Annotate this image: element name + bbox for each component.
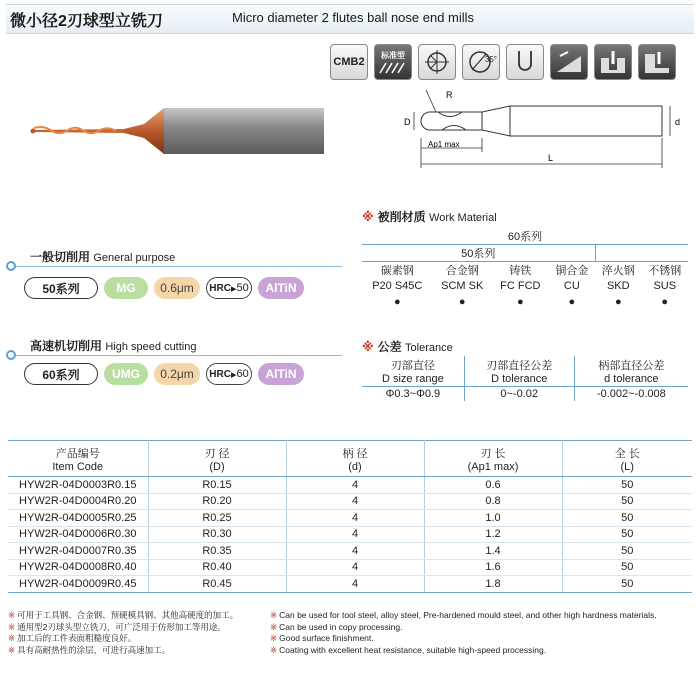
table-cell: 50	[562, 510, 692, 527]
wm-col-cn: 铜合金	[555, 265, 589, 277]
mark-symbol: ※	[362, 210, 374, 224]
wm-mark: ●	[516, 296, 524, 308]
note-cn-text: 加工后的工件表面粗糙度良好。	[17, 633, 137, 643]
tol-header-cn: 刃部直径公差	[486, 360, 553, 372]
wm-mark: ●	[393, 296, 401, 308]
wm-col-cn: 铸铁	[509, 265, 532, 277]
table-cell: 50	[562, 526, 692, 543]
hs-specs	[24, 363, 304, 385]
wm-col-en: FC FCD	[500, 280, 541, 292]
general-purpose-heading	[30, 248, 175, 265]
table-cell: HYW2R-04D0007R0.35	[8, 543, 148, 560]
gp-grain-pill: 0.6μm	[154, 277, 200, 299]
tol-header-en: D size range	[381, 373, 444, 385]
note-en-text: Good surface finishment.	[279, 633, 374, 643]
product-table	[8, 440, 692, 593]
tol-header-cn: 刃部直径	[390, 360, 435, 372]
shank-d-label: d	[675, 117, 681, 127]
gp-title-cn: 一般切削用	[30, 250, 91, 264]
radius-label: R	[446, 90, 453, 100]
col-header	[424, 441, 562, 477]
wm-col-cn: 碳素钢	[380, 265, 414, 277]
wm-title-en: Work Material	[429, 212, 497, 224]
col-header	[148, 441, 286, 477]
work-material-table	[362, 228, 688, 310]
tolerance-heading	[362, 338, 453, 355]
table-cell: 4	[286, 526, 424, 543]
note-en-text: Can be used for tool steel, alloy steel, Pre-hardened mould steel, and other high hardness materials.	[279, 610, 657, 620]
table-cell: 1.8	[424, 576, 562, 593]
mark-symbol: ※	[270, 644, 278, 655]
series60-label: 60系列	[362, 228, 688, 245]
mark-symbol: ※	[8, 633, 16, 643]
mark-symbol: ※	[362, 340, 374, 354]
title-cn: 微小径2刃球型立铣刀	[10, 13, 163, 30]
series50-label: 50系列	[362, 245, 595, 262]
table-cell: 1.0	[424, 510, 562, 527]
col-header	[8, 441, 148, 477]
col-header	[562, 441, 692, 477]
wm-col-en: CU	[563, 280, 580, 292]
table-cell: 50	[562, 559, 692, 576]
gp-hrc-label: HRC	[209, 282, 231, 294]
wm-mark: ●	[458, 296, 466, 308]
note-en	[270, 610, 657, 622]
tol-header-cn: 柄部直径公差	[598, 360, 665, 372]
end-mill-photo	[14, 92, 324, 172]
title-en: Micro diameter 2 flutes ball nose end mills	[232, 10, 475, 25]
wm-col-cn: 淬火钢	[601, 265, 635, 277]
gp-grade-pill: MG	[104, 277, 148, 299]
note-en	[270, 645, 657, 657]
table-cell: 1.6	[424, 559, 562, 576]
gp-dot	[6, 261, 16, 271]
table-cell: R0.35	[148, 543, 286, 560]
note-en-text: Coating with excellent heat resistance, suitable high-speed processing.	[279, 644, 547, 655]
note-en	[270, 633, 657, 645]
note-cn	[8, 633, 238, 645]
table-cell: HYW2R-04D0008R0.40	[8, 559, 148, 576]
table-row	[8, 543, 692, 560]
standard-type-icon	[374, 44, 412, 80]
table-cell: R0.45	[148, 576, 286, 593]
mark-symbol: ※	[8, 644, 16, 655]
tol-title-cn: 公差	[377, 340, 402, 354]
col-header	[286, 441, 424, 477]
table-row	[8, 576, 692, 593]
col-header-cn: 柄 径	[342, 447, 368, 460]
slope-milling-icon	[550, 44, 588, 80]
tool-drawing	[400, 88, 690, 178]
tol-header-en: D tolerance	[491, 373, 548, 385]
table-cell: HYW2R-04D0003R0.15	[8, 477, 148, 494]
standard-label: 标准型	[381, 50, 405, 60]
notes-cn	[8, 610, 238, 656]
hs-hrc-pill: HRC ▸ 60	[206, 363, 252, 385]
work-material-heading	[362, 208, 497, 225]
tol-value: 0~-0.02	[464, 387, 574, 402]
col-header-en: Item Code	[52, 460, 104, 473]
table-cell: 0.6	[424, 477, 562, 494]
col-header-en: (d)	[348, 460, 362, 473]
note-cn	[8, 622, 238, 634]
table-cell: 50	[562, 543, 692, 560]
feature-icons	[330, 44, 676, 80]
table-cell: 4	[286, 493, 424, 510]
col-header-cn: 产品编号	[55, 447, 100, 460]
ball-nose-icon	[506, 44, 544, 80]
gp-series-pill: 50系列	[24, 277, 98, 299]
mark-symbol: ※	[270, 633, 278, 643]
table-cell: 4	[286, 543, 424, 560]
table-cell: 4	[286, 477, 424, 494]
hs-grain-pill: 0.2μm	[154, 363, 200, 385]
gp-hrc-value: 50	[236, 282, 249, 294]
mark-symbol: ※	[8, 610, 16, 620]
tol-header	[574, 356, 688, 387]
note-en	[270, 622, 657, 634]
hs-title-cn: 高速机切削用	[30, 339, 103, 353]
table-cell: 1.4	[424, 543, 562, 560]
wm-col-cn: 合金钢	[445, 265, 479, 277]
table-row	[8, 477, 692, 494]
note-cn	[8, 610, 238, 622]
helix-angle-icon	[462, 44, 500, 80]
col-header-en: (D)	[209, 460, 225, 473]
table-cell: 4	[286, 559, 424, 576]
table-row	[8, 526, 692, 543]
page-header	[0, 0, 700, 36]
tol-header-en: d tolerance	[604, 373, 659, 385]
table-row	[8, 510, 692, 527]
col-header-cn: 刃 径	[204, 447, 230, 460]
hs-divider	[12, 355, 342, 356]
ap-label: Ap1 max	[428, 140, 460, 149]
wm-col-cn: 不锈钢	[648, 265, 682, 277]
mark-symbol: ※	[270, 621, 278, 632]
wm-title-cn: 被削材质	[377, 210, 426, 224]
gp-specs	[24, 277, 304, 299]
wm-col-en: P20 S45C	[372, 280, 423, 292]
hs-title-en: High speed cutting	[105, 341, 197, 353]
wm-col-en: SKD	[606, 280, 630, 292]
gp-hrc-pill: HRC ▸ 50	[206, 277, 252, 299]
hs-dot	[6, 350, 16, 360]
table-cell: R0.40	[148, 559, 286, 576]
wm-col-en: SUS	[653, 280, 677, 292]
note-cn-text: 具有高耐热性的涂层，可进行高速加工。	[17, 644, 171, 655]
table-cell: R0.20	[148, 493, 286, 510]
wm-col-en: SCM SK	[441, 280, 484, 292]
hs-hrc-value: 60	[236, 368, 249, 380]
mark-symbol: ※	[270, 610, 278, 620]
col-header-en: (L)	[620, 460, 634, 473]
gp-title-en: General purpose	[93, 252, 176, 264]
table-cell: R0.30	[148, 526, 286, 543]
table-cell: R0.15	[148, 477, 286, 494]
crosshair-icon	[418, 44, 456, 80]
tol-value: -0.002~-0.008	[596, 388, 666, 400]
note-cn-text: 通用型2刃球头型立铣刀，可广泛用于仿形加工等用途。	[17, 621, 226, 632]
tol-value: Φ0.3~Φ0.9	[362, 387, 464, 402]
plunge-milling-icon	[594, 44, 632, 80]
note-en-text: Can be used in copy processing.	[279, 621, 403, 632]
table-cell: 50	[562, 477, 692, 494]
hs-coating-pill: AlTiN	[258, 363, 304, 385]
tol-header	[362, 356, 464, 387]
angle-label: 35°	[484, 55, 497, 64]
wm-mark: ●	[661, 296, 669, 308]
col-header-cn: 刃 长	[480, 447, 506, 460]
tol-title-en: Tolerance	[405, 342, 453, 354]
hs-grade-pill: UMG	[104, 363, 148, 385]
table-cell: HYW2R-04D0004R0.20	[8, 493, 148, 510]
table-cell: 1.2	[424, 526, 562, 543]
wm-mark: ●	[568, 296, 576, 308]
table-cell: HYW2R-04D0006R0.30	[8, 526, 148, 543]
tolerance-table	[362, 356, 688, 401]
gp-coating-pill: AlTiN	[258, 277, 304, 299]
table-row	[8, 559, 692, 576]
table-cell: 4	[286, 576, 424, 593]
hs-hrc-label: HRC	[209, 368, 231, 380]
d-label: D	[404, 117, 411, 127]
gp-divider	[12, 266, 342, 267]
table-row	[8, 493, 692, 510]
table-cell: HYW2R-04D0005R0.25	[8, 510, 148, 527]
table-cell: R0.25	[148, 510, 286, 527]
col-header-cn: 全 长	[614, 447, 640, 460]
table-cell: 50	[562, 576, 692, 593]
slot-milling-icon	[638, 44, 676, 80]
note-cn-text: 可用于工具钢、合金钢、预硬模具钢、其他高硬度的加工。	[17, 610, 239, 620]
wm-mark: ●	[614, 296, 622, 308]
high-speed-heading	[30, 337, 196, 354]
table-cell: 4	[286, 510, 424, 527]
tol-header	[464, 356, 574, 387]
table-cell: HYW2R-04D0009R0.45	[8, 576, 148, 593]
length-label: L	[548, 153, 554, 163]
col-header-en: (Ap1 max)	[467, 460, 519, 473]
table-cell: 50	[562, 493, 692, 510]
table-cell: 0.8	[424, 493, 562, 510]
cmb2-icon: CMB2	[330, 44, 368, 80]
mark-symbol: ※	[8, 621, 16, 632]
note-cn	[8, 645, 238, 657]
hs-series-pill: 60系列	[24, 363, 98, 385]
notes-en	[270, 610, 657, 656]
